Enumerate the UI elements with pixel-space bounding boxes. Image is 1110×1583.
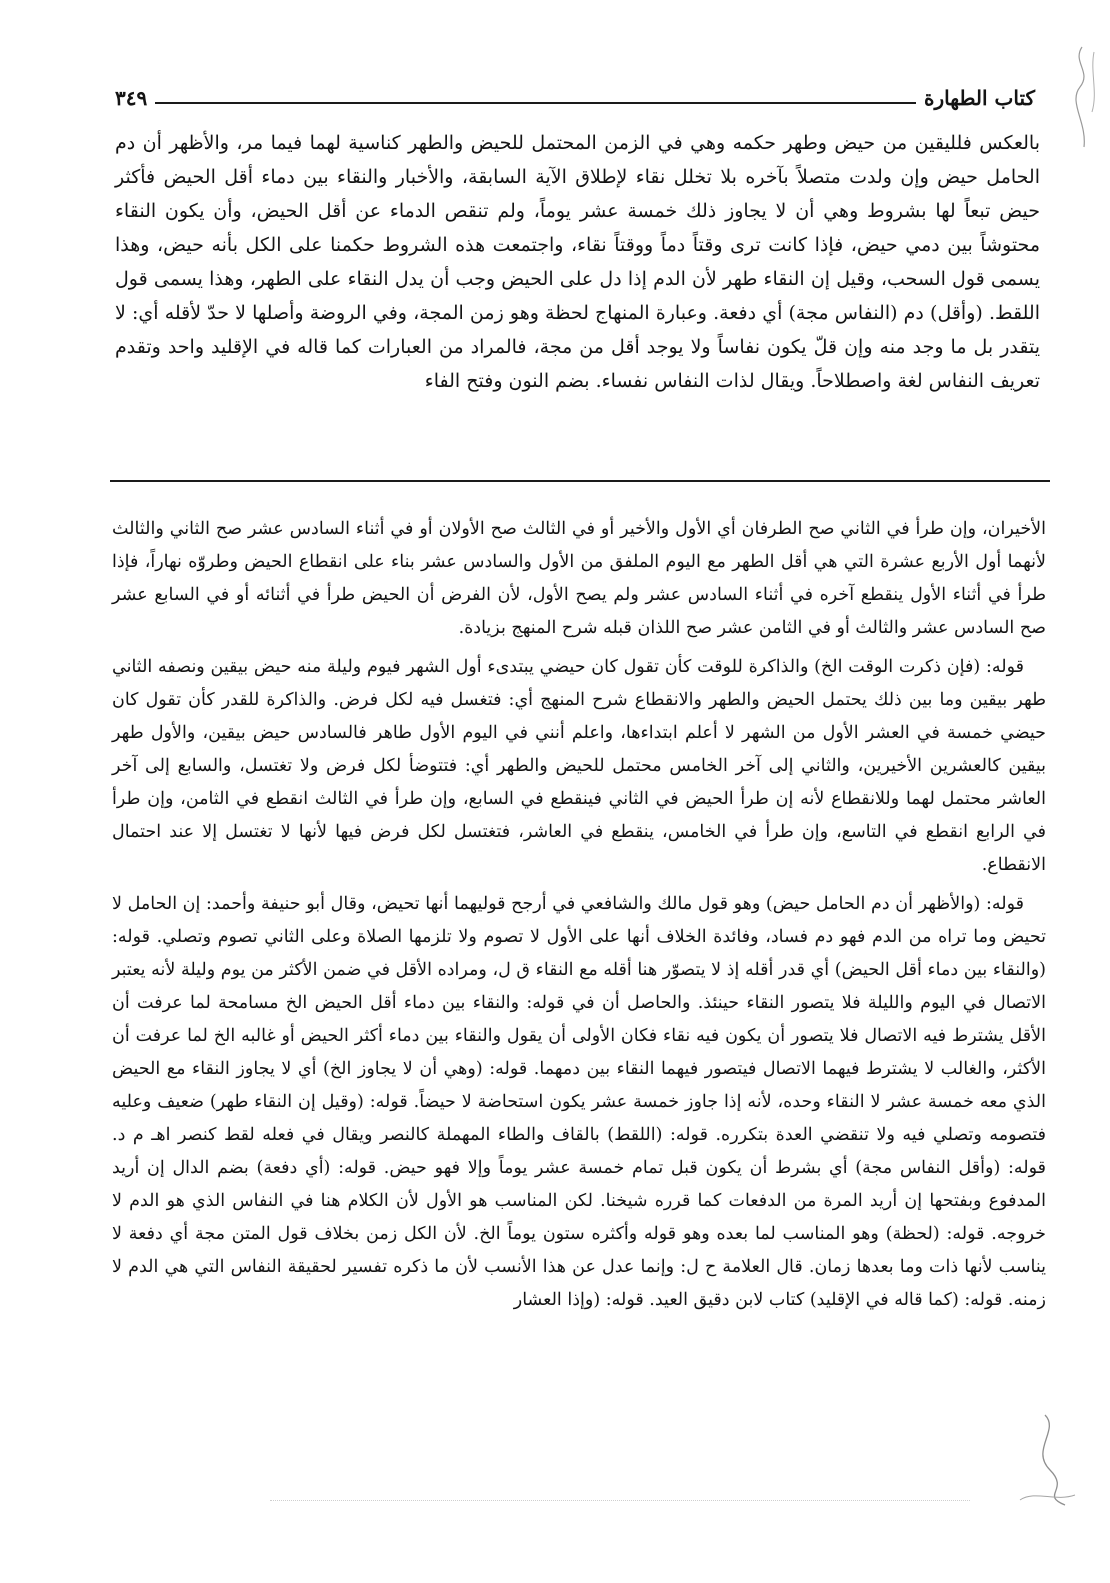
- commentary-paragraph: الأخيران، وإن طرأ في الثاني صح الطرفان أي الأول والأخير أو في الثالث صح الأولان أو في أثناء السادس عشر صح الثاني والثالث لأنهما أول الأربع عشرة التي هي أقل الطهر مع اليوم الملفق من الأول والسادس عشر بناء على انقطاع الحيض وطروّه نهاراً، فإذا طرأ في أثناء الأول ينقطع آخره في أثناء السادس عشر ولم يصح الأول، لأن الفرض أن الحيض طرأ في أثنائه أو في السابع عشر صح السادس عشر والثالث أو في الثامن عشر صح اللذان قبله شرح المنهج بزيادة.: [112, 519, 1046, 638]
- commentary-paragraph: قوله: (والأظهر أن دم الحامل حيض) وهو قول مالك والشافعي في أرجح قوليهما أنها تحيض، وقال أبو حنيفة وأحمد: إن الحامل لا تحيض وما تراه من الدم فهو دم فساد، وفائدة الخلاف أنها على الأول لا تصوم ولا تلزمها الصلاة وعلى الثاني تصوم وتصلي. قوله: (والنقاء بين دماء أقل الحيض) أي قدر أقله إذ لا يتصوّر هنا أقله مع النقاء ق ل، ومراده الأقل في ضمن الأكثر من يوم وليلة لأنه يعتبر الاتصال في اليوم والليلة فلا يتصور النقاء حينئذ. والحاصل أن في قوله: والنقاء بين دماء أقل الحيض الخ مسامحة لما عرفت أن الأقل يشترط فيه الاتصال فلا يتصور أن يكون فيه نقاء فكان الأولى أن يقول والنقاء بين دماء أكثر الحيض أو غالبه الخ لما عرفت أن الأكثر، والغالب لا يشترط فيهما الاتصال فيتصور فيهما النقاء بين دمهما. قوله: (وهي أن لا يجاوز الخ) أي لا يجاوز النقاء مع الحيض الذي معه خمسة عشر لا النقاء وحده، لأنه إذا جاوز خمسة عشر يكون استحاضة لا حيضاً. قوله: (وقيل إن النقاء طهر) ضعيف وعليه فتصومه وتصلي فيه ولا تنقضي العدة بتكرره. قوله: (اللقط) بالقاف والطاء المهملة كالنصر ويقال في فعله لقط كنصر اهـ م د. قوله: (وأقل النفاس مجة) أي بشرط أن يكون قبل تمام خمسة عشر يوماً وإلا فهو حيض. قوله: (أي دفعة) بضم الدال إن أريد المدفوع وبفتحها إن أريد المرة من الدفعات كما قرره شيخنا. لكن المناسب هو الأول لأن الكلام هنا في النفاس الذي هو الدم لا خروجه. قوله: (لحظة) وهو المناسب لما بعده وهو قوله وأكثره ستون يوماً الخ. لأن الكل زمن بخلاف قول المتن مجة أي دفعة لا يناسب لأنها ذات وما بعدها زمان. قال العلامة ح ل: وإنما عدل عن هذا الأنسب لأن ما ذكره تفسير لحقيقة النفاس التي هي الدم لا زمنه. قوله: (كما قاله في الإقليد) كتاب لابن دقيق العيد. قوله: (وإذا العشار: [112, 894, 1046, 1310]
- scan-edge-mark: [1010, 1410, 1080, 1510]
- main-paragraph: بالعكس فلليقين من حيض وطهر حكمه وهي في الزمن المحتمل للحيض والطهر كناسية لهما فيما مر، والأظهر أن دم الحامل حيض وإن ولدت متصلاً بآخره بلا تخلل نقاء لإطلاق الآية السابقة، والأخبار والنقاء بين دماء أقل الحيض فأكثر حيض تبعاً لها بشروط وهي أن لا يجاوز ذلك خمسة عشر يوماً، ولم تنقص الدماء عن أقل الحيض، وأن يكون النقاء محتوشاً بين دمي حيض، فإذا كانت ترى وقتاً دماً ووقتاً نقاء، واجتمعت هذه الشروط حكمنا على الكل بأنه حيض، وهذا يسمى قول السحب، وقيل إن النقاء طهر لأن الدم إذا دل على الحيض وجب أن يدل النقاء على الطهر، وهذا يسمى قول اللقط. (وأقل) دم (النفاس مجة) أي دفعة. وعبارة المنهاج لحظة وهو زمن المجة، وفي الروضة وأصلها لا حدّ لأقله أي: لا يتقدر بل ما وجد منه وإن قلّ يكون نفاساً ولا يوجد أقل من مجة، فالمراد من العبارات كما قاله في الإقليد واحد وتقدم تعريف النفاس لغة واصطلاحاً. ويقال لذات النفاس نفساء. بضم النون وفتح الفاء: [115, 132, 1040, 392]
- running-header: [115, 70, 1035, 114]
- main-text: [115, 126, 1040, 398]
- header-rule: [155, 102, 916, 104]
- section-divider: [110, 480, 1050, 482]
- commentary-paragraph: قوله: (فإن ذكرت الوقت الخ) والذاكرة للوقت كأن تقول كان حيضي يبتدىء أول الشهر فيوم وليلة منه حيض بيقين ونصفه الثاني طهر بيقين وما بين ذلك يحتمل الحيض والطهر والانقطاع شرح المنهج أي: فتغسل فيه لكل فرض. والذاكرة للقدر كأن تقول كان حيضي خمسة في العشر الأول من الشهر لا أعلم ابتداءها، واعلم أنني في اليوم الأول طاهر فالسادس حيض بيقين، والأول طهر بيقين كالعشرين الأخيرين، والثاني إلى آخر الخامس محتمل للحيض والطهر أي: فتتوضأ لكل فرض ولا تغتسل، والسابع إلى آخر العاشر محتمل لهما وللانقطاع لأنه إن طرأ الحيض في الثاني فينقطع في السابع، وإن طرأ في الثالث انقطع في الثامن، وإن طرأ في الرابع انقطع في التاسع، وإن طرأ في الخامس، ينقطع في العاشر، فتغتسل لكل فرض فيها لأنها لا تغتسل إلا عند احتمال الانقطاع.: [112, 657, 1046, 875]
- page-number: ٣٤٩: [115, 86, 148, 110]
- commentary: [112, 513, 1046, 1323]
- scan-edge-mark: [1042, 42, 1102, 152]
- scan-noise: [270, 1500, 970, 1515]
- book-title: كتاب الطهارة: [924, 86, 1035, 110]
